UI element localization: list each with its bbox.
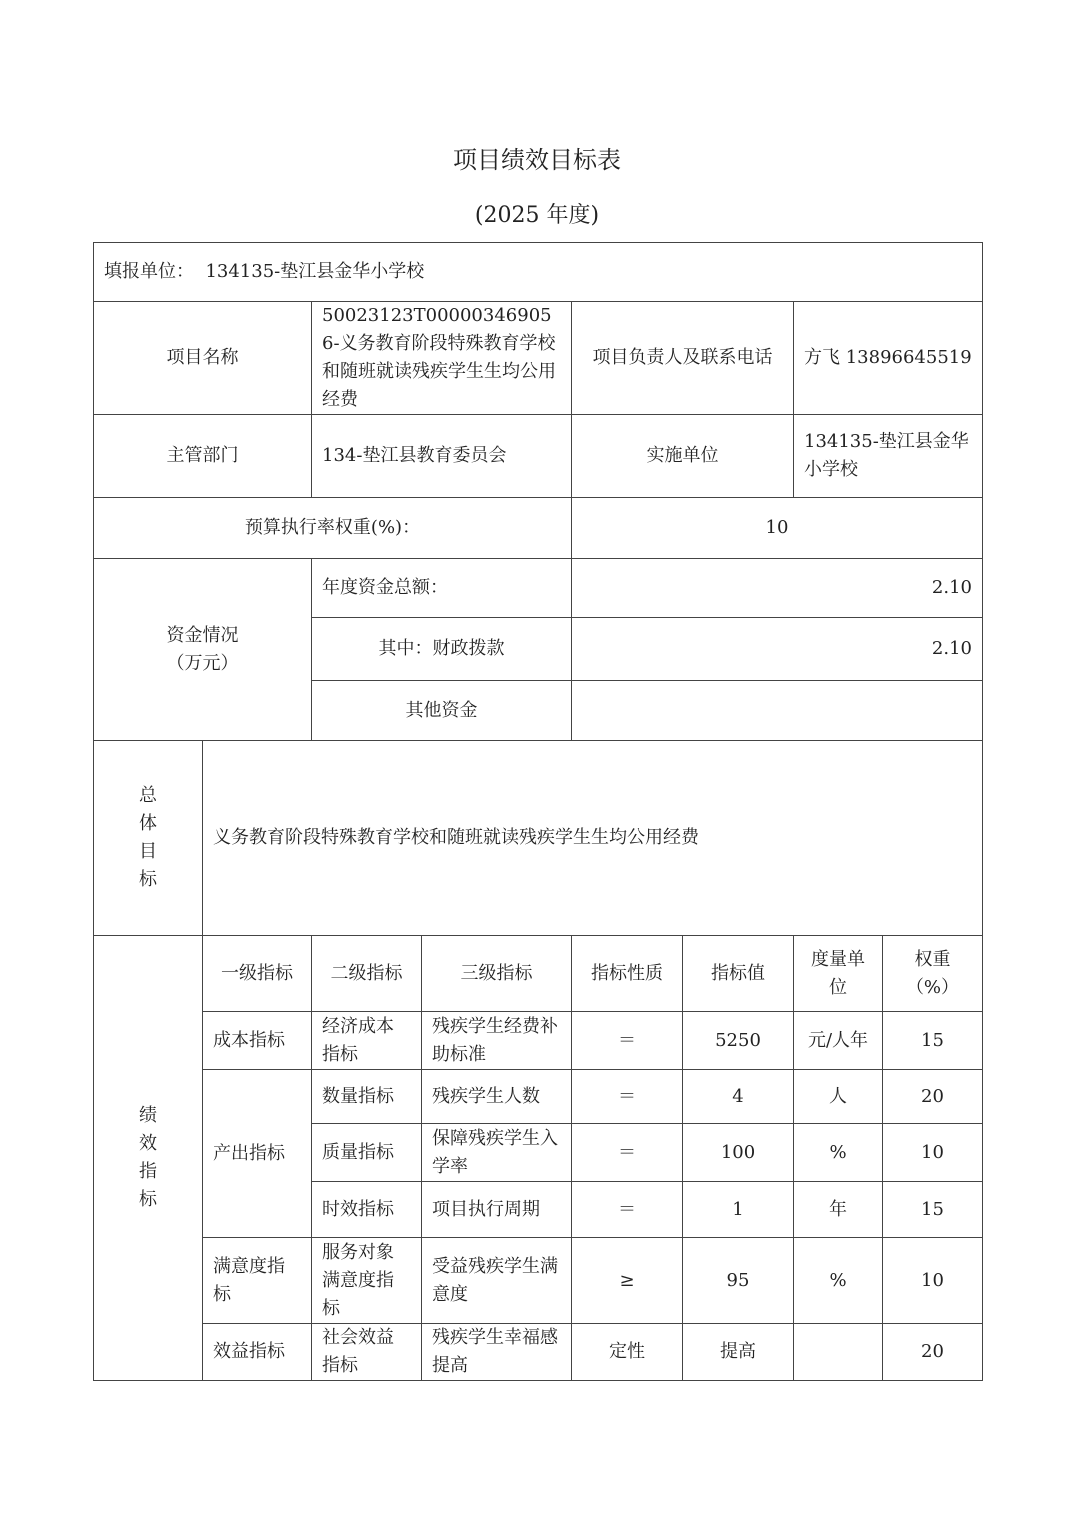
impl-value: 134135-垫江县金华小学校 — [794, 415, 983, 498]
dept-value: 134-垫江县教育委员会 — [312, 415, 572, 498]
unit-cell: 人 — [794, 1070, 883, 1124]
value-cell: 1 — [683, 1182, 794, 1238]
funds-label-line2: （万元） — [166, 652, 239, 674]
nature-cell: ＝ — [572, 1070, 683, 1124]
header-level2: 二级指标 — [312, 936, 422, 1012]
overall-goal-row — [94, 741, 983, 936]
level2-cell: 时效指标 — [312, 1182, 422, 1238]
nature-cell: ＝ — [572, 1182, 683, 1238]
filler-value: 134135-垫江县金华小学校 — [205, 261, 425, 282]
level2-cell: 经济成本指标 — [312, 1012, 422, 1070]
unit-cell: % — [794, 1124, 883, 1182]
weight-cell: 10 — [883, 1238, 983, 1324]
value-cell: 95 — [683, 1238, 794, 1324]
other-funds-label: 其他资金 — [312, 681, 572, 741]
weight-cell: 20 — [883, 1070, 983, 1124]
overall-goal-label — [94, 741, 203, 936]
project-name-label: 项目名称 — [94, 302, 312, 415]
value-cell: 提高 — [683, 1324, 794, 1381]
nature-cell: ＝ — [572, 1124, 683, 1182]
funds-label — [94, 559, 312, 741]
level3-cell: 残疾学生人数 — [422, 1070, 572, 1124]
fiscal-label: 其中：财政拨款 — [312, 618, 572, 681]
nature-cell: ＝ — [572, 1012, 683, 1070]
indicator-row — [94, 1070, 983, 1124]
weight-cell: 15 — [883, 1012, 983, 1070]
page-subtitle-year: (2025 年度) — [474, 203, 600, 228]
performance-indicator-char: 标 — [139, 1189, 157, 1210]
fiscal-value: 2.10 — [572, 618, 983, 681]
level1-cell: 成本指标 — [203, 1012, 312, 1070]
value-cell: 100 — [683, 1124, 794, 1182]
unit-cell — [794, 1324, 883, 1381]
overall-goal-char: 目 — [139, 841, 157, 862]
header-weight: 权重（%） — [883, 936, 983, 1012]
dept-row — [94, 415, 983, 498]
level3-cell: 受益残疾学生满意度 — [422, 1238, 572, 1324]
other-funds-value — [572, 681, 983, 741]
leader-label: 项目负责人及联系电话 — [572, 302, 794, 415]
annual-total-row — [94, 559, 983, 618]
filler-cell — [94, 243, 983, 302]
header-unit: 度量单位 — [794, 936, 883, 1012]
funds-label-line1: 资金情况 — [166, 624, 239, 646]
annual-total-label: 年度资金总额： — [312, 559, 572, 618]
performance-target-table — [93, 242, 983, 1381]
nature-cell: ≥ — [572, 1238, 683, 1324]
weight-cell: 10 — [883, 1124, 983, 1182]
level3-cell: 残疾学生幸福感提高 — [422, 1324, 572, 1381]
level1-cell: 满意度指标 — [203, 1238, 312, 1324]
level3-cell: 项目执行周期 — [422, 1182, 572, 1238]
value-cell: 5250 — [683, 1012, 794, 1070]
value-cell: 4 — [683, 1070, 794, 1124]
level1-cell: 产出指标 — [203, 1070, 312, 1238]
header-value: 指标值 — [683, 936, 794, 1012]
overall-goal-char: 总 — [139, 785, 157, 806]
header-level3: 三级指标 — [422, 936, 572, 1012]
level3-cell: 保障残疾学生入学率 — [422, 1124, 572, 1182]
performance-indicator-char: 效 — [139, 1133, 157, 1154]
unit-cell: 年 — [794, 1182, 883, 1238]
level2-cell: 社会效益指标 — [312, 1324, 422, 1381]
level3-cell: 残疾学生经费补助标准 — [422, 1012, 572, 1070]
unit-cell: 元/人年 — [794, 1012, 883, 1070]
performance-indicator-label — [94, 936, 203, 1381]
page-title: 项目绩效目标表 — [453, 146, 621, 174]
filler-label: 填报单位： — [104, 261, 194, 282]
level2-cell: 数量指标 — [312, 1070, 422, 1124]
dept-label: 主管部门 — [94, 415, 312, 498]
header-nature: 指标性质 — [572, 936, 683, 1012]
weight-cell: 15 — [883, 1182, 983, 1238]
weight-cell: 20 — [883, 1324, 983, 1381]
unit-cell: % — [794, 1238, 883, 1324]
annual-total-value: 2.10 — [572, 559, 983, 618]
nature-cell: 定性 — [572, 1324, 683, 1381]
header-level1: 一级指标 — [203, 936, 312, 1012]
level2-cell: 质量指标 — [312, 1124, 422, 1182]
indicator-row — [94, 1324, 983, 1381]
budget-rate-row — [94, 498, 983, 559]
filler-row — [94, 243, 983, 302]
indicator-row — [94, 1012, 983, 1070]
performance-indicator-char: 绩 — [139, 1105, 157, 1126]
overall-goal-value: 义务教育阶段特殊教育学校和随班就读残疾学生生均公用经费 — [203, 741, 983, 936]
overall-goal-char: 体 — [139, 813, 157, 834]
budget-rate-label: 预算执行率权重(%)： — [94, 498, 572, 559]
level1-cell: 效益指标 — [203, 1324, 312, 1381]
performance-indicator-char: 指 — [139, 1161, 157, 1182]
budget-rate-value: 10 — [572, 498, 983, 559]
project-name-row — [94, 302, 983, 415]
overall-goal-char: 标 — [139, 869, 157, 890]
indicator-header-row — [94, 936, 983, 1012]
leader-value: 方飞 13896645519 — [794, 302, 983, 415]
indicator-row — [94, 1238, 983, 1324]
project-name-value: 50023123T000003469056-义务教育阶段特殊教育学校和随班就读残疾学生生均公用经费 — [312, 302, 572, 415]
level2-cell: 服务对象满意度指标 — [312, 1238, 422, 1324]
impl-label: 实施单位 — [572, 415, 794, 498]
